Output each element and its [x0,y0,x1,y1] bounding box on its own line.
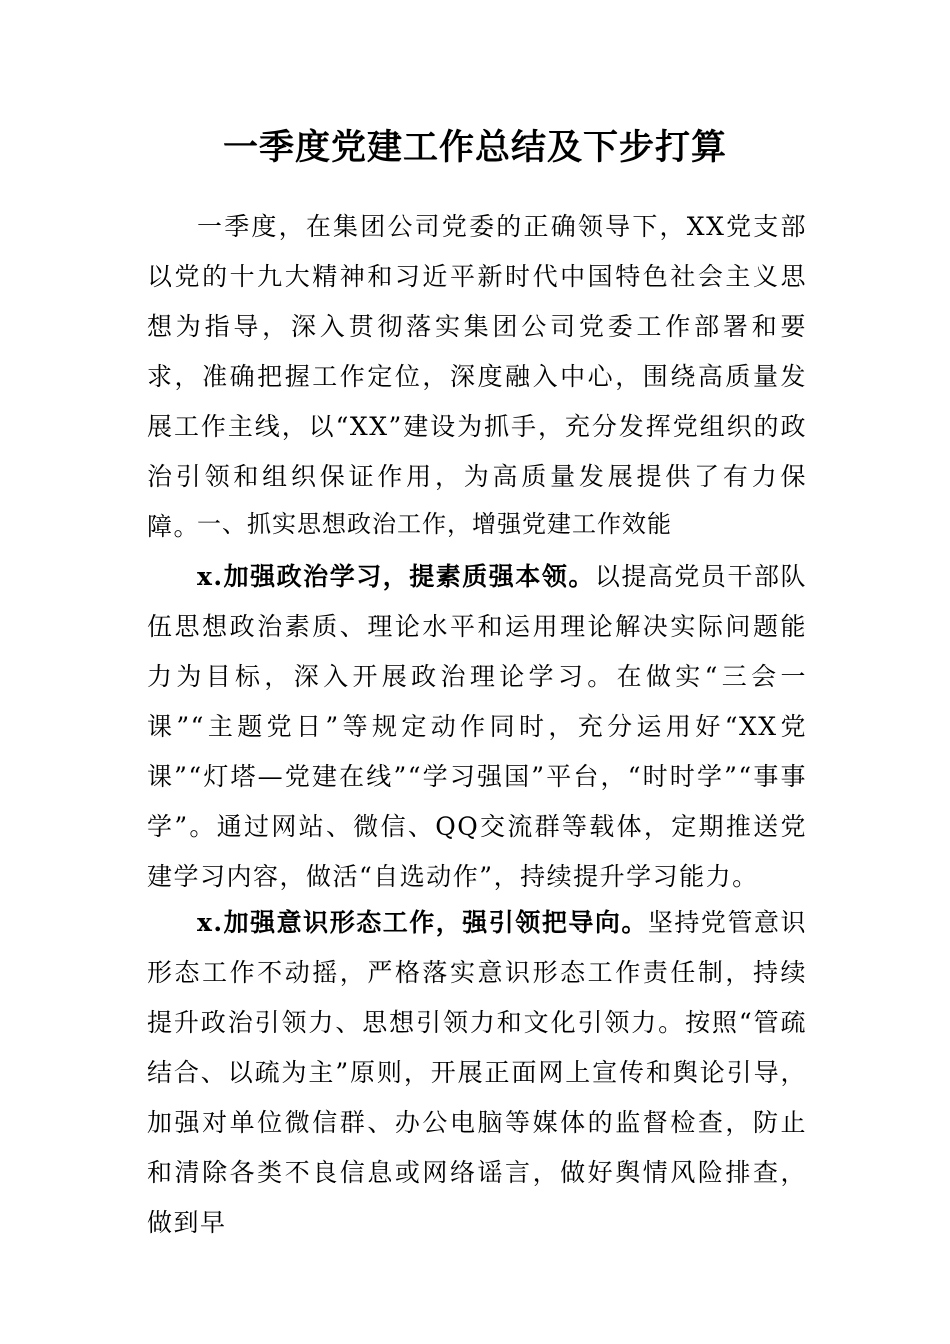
section-heading: 一、抓实思想政治工作，增强党建工作效能 [197,510,672,538]
item-lead-1: x.加强政治学习，提素质强本领。 [197,562,595,591]
document-title: 一季度党建工作总结及下步打算 [222,127,727,168]
item-paragraph-2 [147,898,807,1248]
intro-paragraph: 一季度，在集团公司党委的正确领导下，XX党支部以党的十九大精神和习近平新时代中国特色社会主义思想为指导，深入贯彻落实集团公司党委工作部署和要求，准确把握工作定位，深度融入中心，围绕高质量发展工作主线，以“XX”建设为抓手，充分发挥党组织的政治引领和组织保证作用，为高质量发展提供了有力保障。 [147,212,807,541]
item-text-1: 以提高党员干部队伍思想政治素质、理论水平和运用理论解决实际问题能力为目标，深入开展政治理论学习。在做实“三会一课”“主题党日”等规定动作同时，充分运用好“XX党课”“灯塔—党建在线”“学习强国”平台，“时时学”“事事学”。通过网站、微信、QQ交流群等载体，定期推送党建学习内容，做活“自选动作”，持续提升学习能力。 [147,562,807,891]
item-paragraph-1 [147,552,807,902]
item-lead-2: x.加强意识形态工作，强引领把导向。 [197,908,648,937]
item-text-2: 坚持党管意识形态工作不动摇，严格落实意识形态工作责任制，持续提升政治引领力、思想引领力和文化引领力。按照“管疏结合、以疏为主”原则，开展正面网上宣传和舆论引导，加强对单位微信群、办公电脑等媒体的监督检查，防止和清除各类不良信息或网络谣言，做好舆情风险排查，做到早 [147,908,807,1237]
